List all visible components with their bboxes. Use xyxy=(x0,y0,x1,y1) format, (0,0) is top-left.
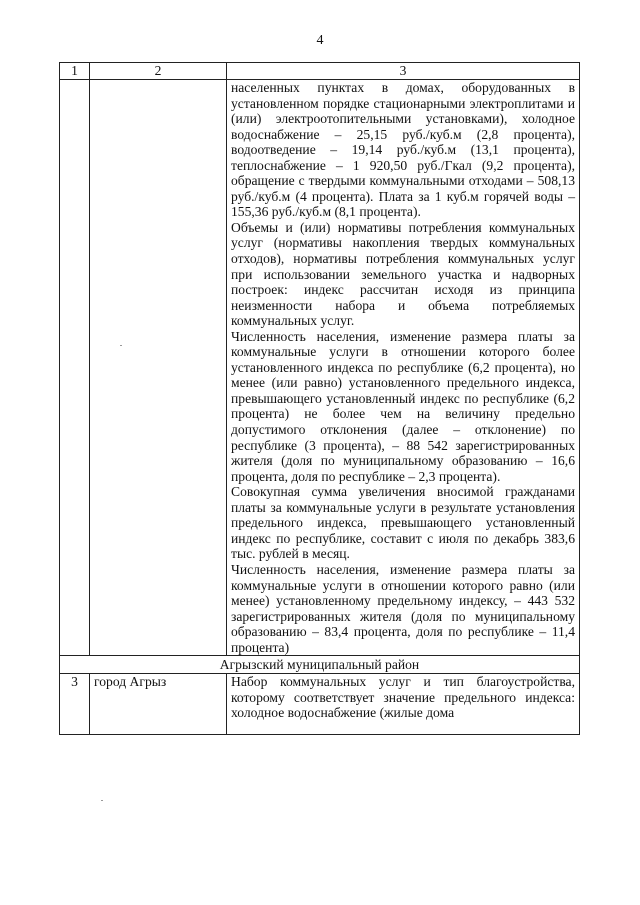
population-within-index-paragraph: Численность населения, изменение размера платы за коммунальные услуги в отношении которого равно (или менее) установленному предельному индексу, – 443 532 зарегистрированных жителя (доля по муниципальному образованию – 83,4 процента, доля по республике – 11,4 процента) xyxy=(231,561,575,655)
municipality-cell: город Агрыз xyxy=(90,674,227,735)
tariff-table xyxy=(59,62,580,735)
header-cell-2: 2 xyxy=(90,63,227,80)
scan-speck xyxy=(101,800,103,801)
description-cell xyxy=(227,674,580,735)
tariff-paragraph: населенных пунктах в домах, оборудованных в установленном порядке стационарными электроплитами и (или) электроотопительными установками), холодное водоснабжение – 25,15 руб./куб.м (2,8 процента), водоотведение – 19,14 руб./куб.м (13,1 процента), теплоснабжение – 1 920,50 руб./Гкал (9,2 процента), обращение с твердыми коммунальными отходами – 508,13 руб./куб.м (4 процента). Плата за 1 куб.м горячей воды – 155,36 руб./куб.м (8,1 процента). xyxy=(231,80,575,220)
consumption-norms-paragraph: Объемы и (или) нормативы потребления коммунальных услуг (нормативы накопления твердых коммунальных отходов), нормативы потребления коммунальных услуг при использовании земельного участка и надворных построек: индекс рассчитан исходя из принципа неизменности набора и объема потребляемых коммунальных услуг. xyxy=(231,219,575,329)
header-cell-1: 1 xyxy=(60,63,90,80)
population-above-index-paragraph: Численность населения, изменение размера платы за коммунальные услуги в отношении которого более установленного индекса по республике (6,2 процента), но менее (или равно) установленного предельного индекса, превышающего установленный индекс по республике (6,2 процента) не более чем на величину предельно допустимого отклонения (далее – отклонение) по республике (3 процента), – 88 542 зарегистрированных жителя (доля по муниципальному образованию – 16,6 процента, доля по республике – 2,3 процента). xyxy=(231,328,575,484)
row-number-cell xyxy=(60,80,90,656)
municipality-cell xyxy=(90,80,227,656)
table-header-row xyxy=(60,63,580,80)
description-cell xyxy=(227,80,580,656)
section-title: Агрызский муниципальный район xyxy=(60,656,580,674)
page-number: 4 xyxy=(316,33,324,48)
header-cell-3: 3 xyxy=(227,63,580,80)
table-row xyxy=(60,674,580,735)
total-increase-paragraph: Совокупная сумма увеличения вносимой гражданами платы за коммунальные услуги в результате установления предельного индекса, превышающего установленный индекс по республике, составит с июля по декабрь 383,6 тыс. рублей в месяц. xyxy=(231,484,575,562)
service-set-paragraph: Набор коммунальных услуг и тип благоустройства, которому соответствует значение предельного индекса: холодное водоснабжение (жилые дома xyxy=(231,674,575,721)
table-row xyxy=(60,80,580,656)
scan-speck xyxy=(120,345,122,346)
section-row xyxy=(60,656,580,674)
row-number-cell: 3 xyxy=(60,674,90,735)
